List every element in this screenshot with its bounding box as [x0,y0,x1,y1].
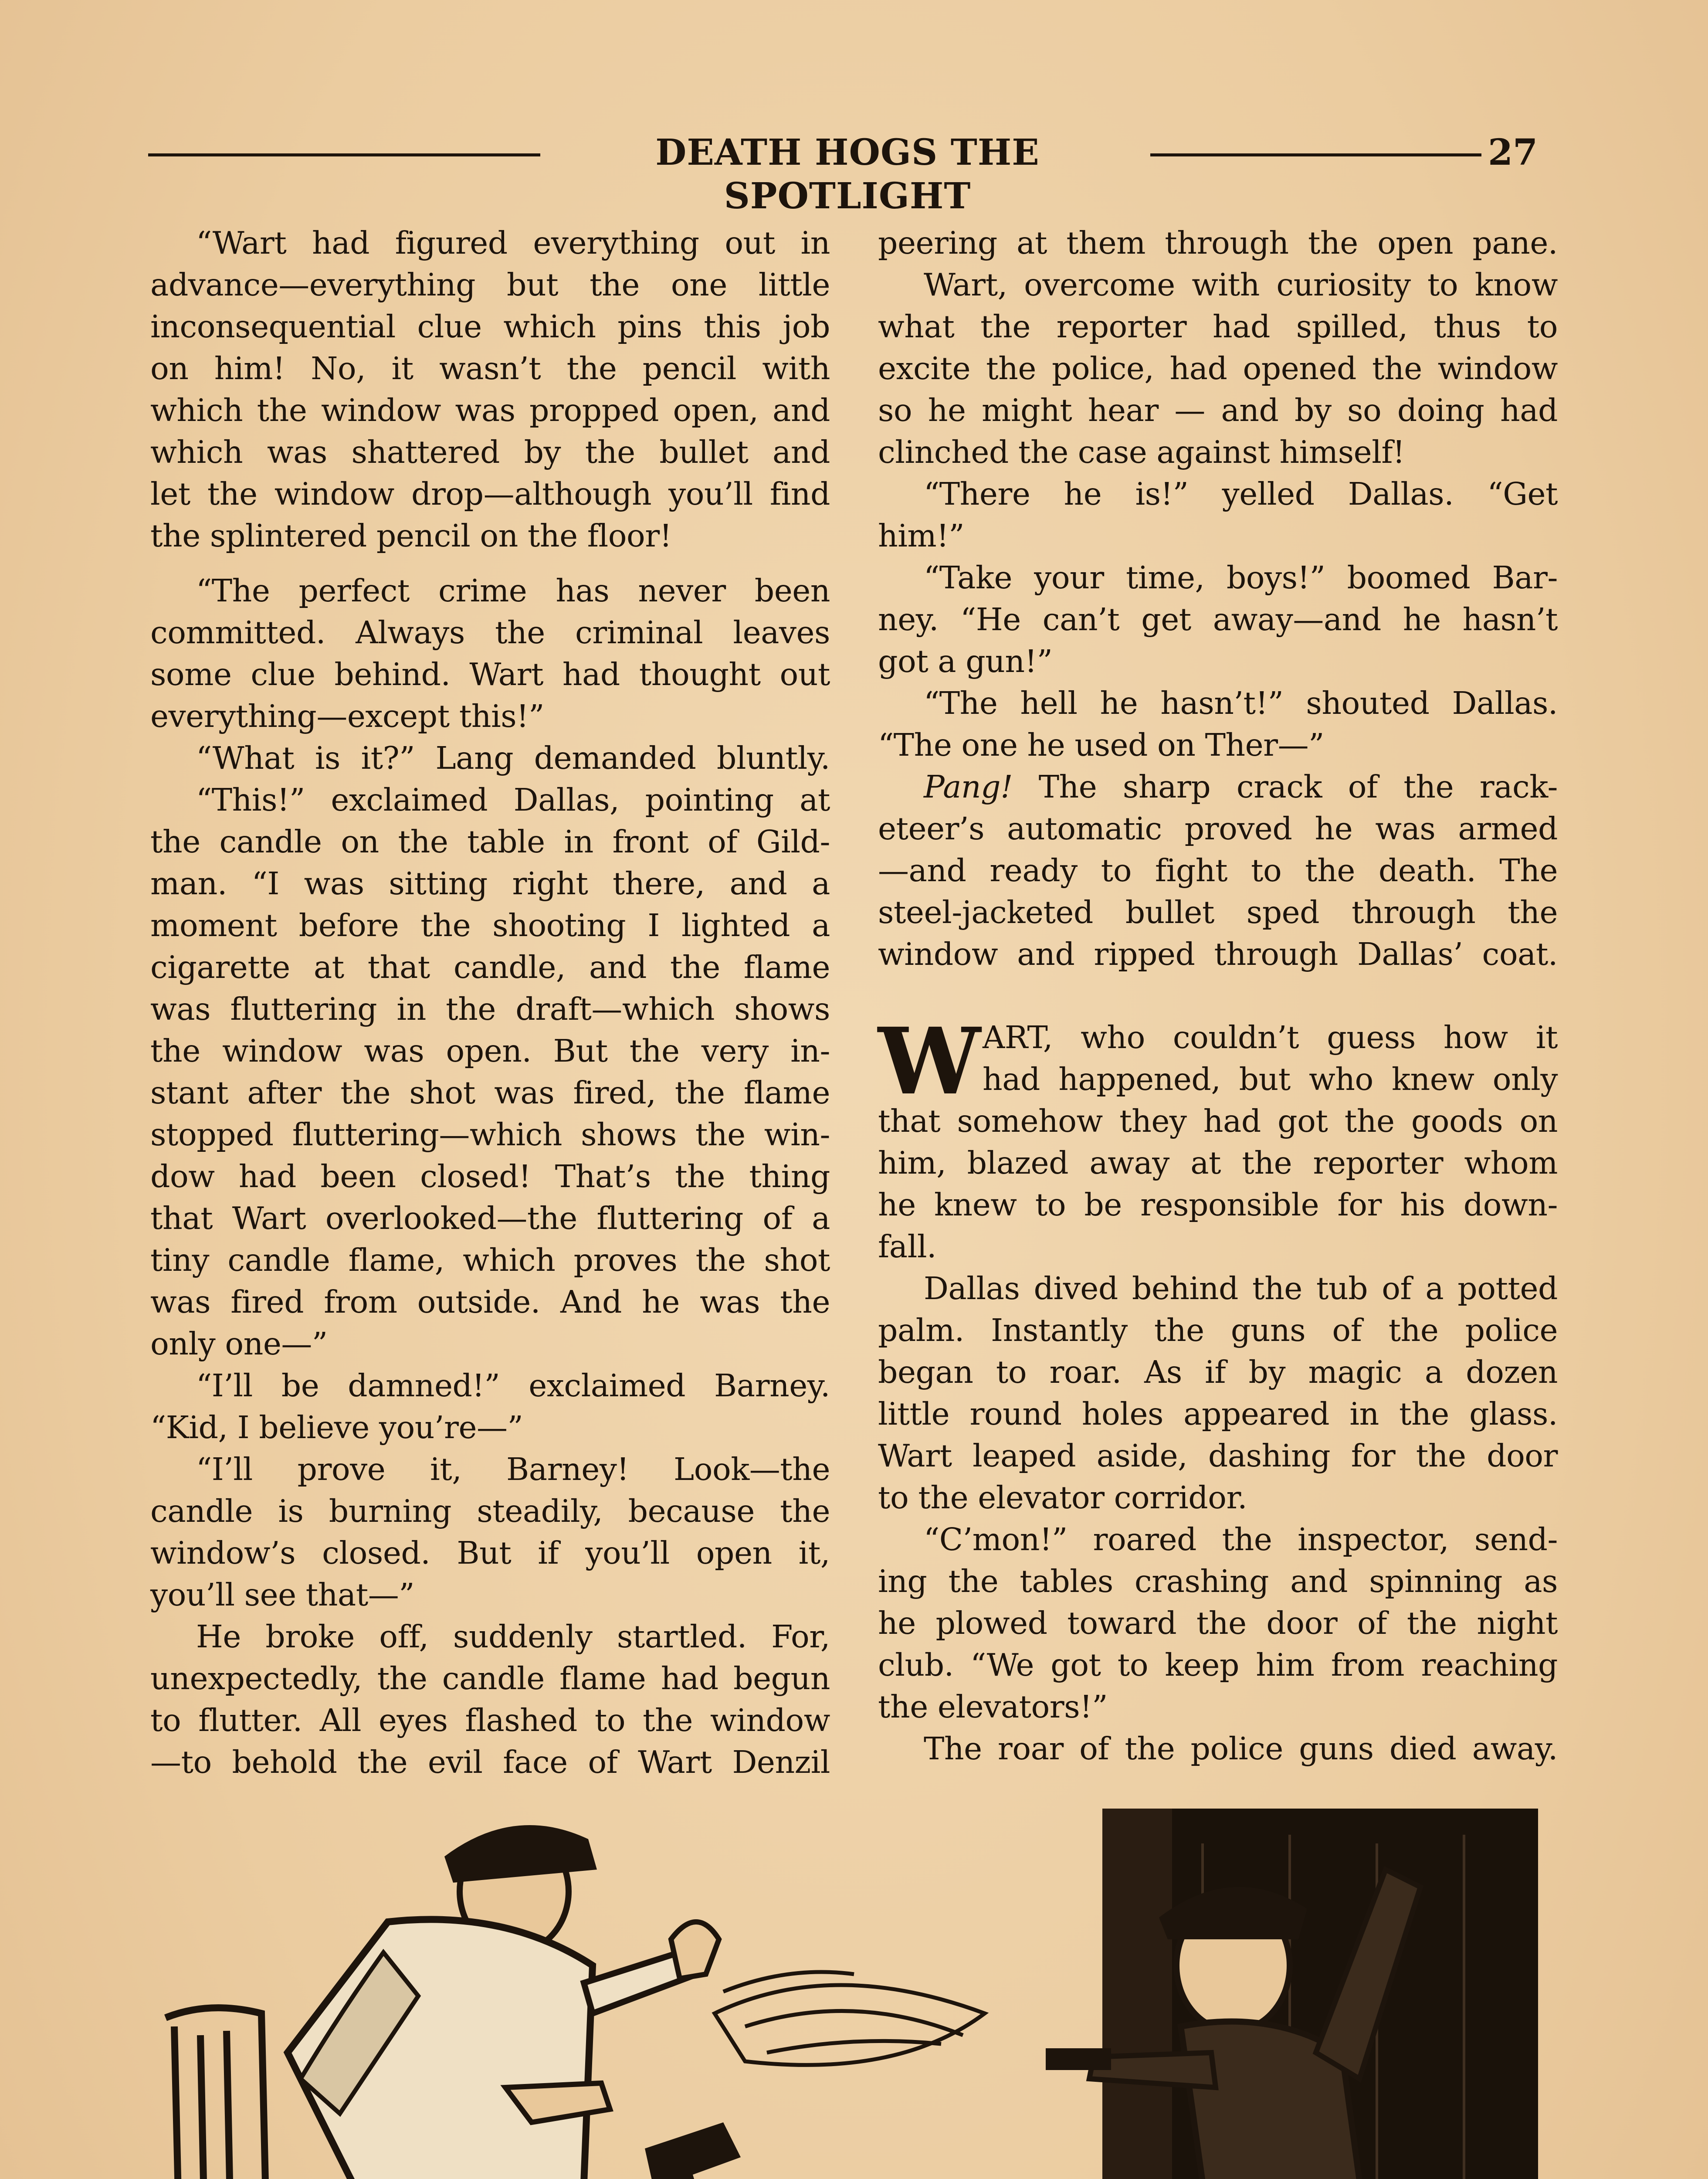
text-line: cigarette at that candle, and the flame [150,949,830,985]
text-line: peering at them through the open pane. [878,225,1558,261]
dropcap-paragraph [878,1008,1558,1115]
text-line: unexpectedly, the candle flame had begun [150,1660,830,1697]
text-line: stopped fluttering—which shows the win- [150,1117,830,1153]
text-line: the elevators!” [878,1689,1108,1725]
text-line: “The perfect crime has never been [196,573,830,609]
text-line: man. “I was sitting right there, and a [150,865,830,902]
text-line: which the window was propped open, and [150,392,830,428]
text-line: “Wart had figured everything out in [196,225,830,261]
text-line: palm. Instantly the guns of the police [878,1312,1558,1348]
text-line: him!” [878,518,965,554]
text-line: window’s closed. But if you’ll open it, [150,1535,830,1571]
text-span: The sharp crack of the rack- [1013,769,1558,805]
drop-cap: W [878,1008,981,1115]
text-line: excite the police, had opened the window [878,350,1558,387]
text-line: “C’mon!” roared the inspector, send- [924,1521,1558,1558]
text-line: stant after the shot was fired, the flame [150,1075,830,1111]
left-column [150,222,830,1783]
text-line: moment before the shooting I lighted a [150,907,830,944]
text-line: “Kid, I believe you’re—” [150,1409,523,1446]
text-line: ney. “He can’t get away—and he hasn’t [878,601,1558,638]
text-line: began to roar. As if by magic a dozen [878,1354,1558,1390]
text-line: advance—everything but the one little [150,267,830,303]
text-line: had happened, but who knew only [983,1061,1558,1097]
text-line: he plowed toward the door of the night [878,1605,1558,1641]
text-line: —to behold the evil face of Wart Denzil [150,1744,830,1780]
text-line: “There he is!” yelled Dallas. “Get [924,476,1558,512]
text-line: ing the tables crashing and spinning as [878,1563,1558,1599]
text-line: so he might hear — and by so doing had [878,392,1558,428]
text-line: “Take your time, boys!” boomed Bar- [924,560,1558,596]
text-line: let the window drop—although you’ll find [150,476,830,512]
text-line: clinched the case against himself! [878,434,1405,470]
text-line: Wart leaped aside, dashing for the door [878,1438,1558,1474]
muzzle-flash [715,1972,985,2065]
gunfight-illustration [157,1809,1556,2179]
text-line: the candle on the table in front of Gild- [150,824,830,860]
text-line: “I’ll prove it, Barney! Look—the [196,1451,830,1487]
text-line: “I’ll be damned!” exclaimed Barney. [196,1368,830,1404]
text-line: Wart, overcome with curiosity to know [924,267,1558,303]
right-column [878,222,1558,1770]
falling-gun [645,2122,741,2179]
running-title: DEATH HOGS THE SPOTLIGHT [655,132,1040,217]
chair [166,2008,301,2179]
text-line: ART, who couldn’t guess how it [983,1019,1558,1056]
text-line: was fired from outside. And he was the [150,1284,830,1320]
text-line: inconsequential clue which pins this job [150,309,830,345]
text-line: the splintered pencil on the floor! [150,518,672,554]
text-line: what the reporter had spilled, thus to [878,309,1558,345]
running-header [148,131,1551,217]
text-line: Dallas dived behind the tub of a potted [924,1270,1558,1307]
header-rule-right [1150,153,1481,156]
text-line: He broke off, suddenly startled. For, [196,1619,830,1655]
text-line: “What is it?” Lang demanded bluntly. [196,740,830,776]
text-line [878,766,1558,808]
text-line: on him! No, it wasn’t the pencil with [150,350,830,387]
text-line: that Wart overlooked—the fluttering of a [150,1200,830,1236]
text-line: committed. Always the criminal leaves [150,614,830,651]
pang-italic: Pang! [924,769,1013,805]
text-line: candle is burning steadily, because the [150,1493,830,1529]
text-line: dow had been closed! That’s the thing [150,1158,830,1195]
header-rule-left [148,153,540,156]
text-line: only one—” [150,1326,328,1362]
text-line: fall. [878,1229,937,1265]
text-line: eteer’s automatic proved he was armed [878,811,1558,847]
text-line: to the elevator corridor. [878,1480,1247,1516]
text-line: little round holes appeared in the glass. [878,1396,1558,1432]
text-line: you’ll see that—” [150,1577,415,1613]
text-line: which was shattered by the bullet and [150,434,830,470]
text-line: to flutter. All eyes flashed to the window [150,1702,830,1738]
text-line: he knew to be responsible for his down- [878,1187,1558,1223]
text-line: window and ripped through Dallas’ coat. [878,936,1558,972]
text-line: him, blazed away at the reporter whom [878,1145,1558,1181]
text-line: “The hell he hasn’t!” shouted Dallas. [924,685,1558,721]
text-line: —and ready to fight to the death. The [878,852,1558,889]
text-line: The roar of the police guns died away. [924,1731,1558,1767]
text-line: “The one he used on Ther—” [878,727,1324,763]
text-line: got a gun!” [878,643,1053,679]
text-line: club. “We got to keep him from reaching [878,1647,1558,1683]
text-line: the window was open. But the very in- [150,1033,830,1069]
text-line: that somehow they had got the goods on [878,1103,1558,1139]
page-number: 27 [1488,132,1538,173]
text-line: everything—except this!” [150,698,544,734]
text-line: steel-jacketed bullet sped through the [878,894,1558,930]
text-line: tiny candle flame, which proves the shot [150,1242,830,1278]
text-line: “This!” exclaimed Dallas, pointing at [196,782,830,818]
text-line: some clue behind. Wart had thought out [150,656,830,692]
text-line: was fluttering in the draft—which shows [150,991,830,1027]
gangster-figure [205,1825,719,2179]
